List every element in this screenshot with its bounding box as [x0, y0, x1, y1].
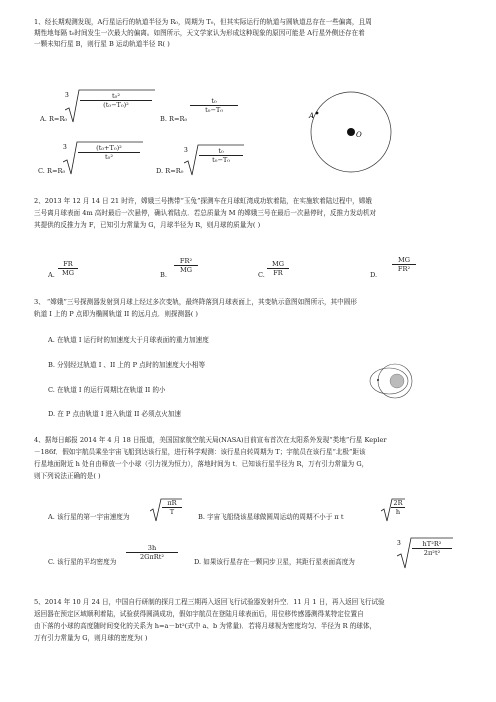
- q4-option-b-fraction: [391, 499, 405, 516]
- label-a: A: [309, 112, 315, 120]
- q4-option-b-label[interactable]: B. 宇宙飞船绕该星球做圆周运动的周期不小于 π t: [198, 513, 344, 521]
- q3-option-a[interactable]: A. 在轨道 I 运行时的加速度大于月球表面的重力加速度: [48, 336, 209, 344]
- q1-option-a-fraction: [80, 92, 152, 109]
- point-p: [377, 379, 379, 381]
- q5-line-2: 返回器在预定区域顺利着陆，试验获得圆满成功，假如宇航员在登陆月球表面后，用位移传感器测得某特定位置自: [34, 610, 364, 618]
- q1-option-d-denominator: t₀−T₀: [212, 156, 230, 164]
- q4-option-a-label[interactable]: A. 该行星的第一宇宙速度为: [48, 513, 130, 521]
- q3-orbit-figure: [355, 355, 425, 415]
- q1-orbit-figure: [305, 86, 405, 186]
- q1-option-c-fraction: [78, 144, 140, 161]
- q5-line-1: 5、2014 年 10 月 24 日，中国自行研制的探月工程三期再入返回飞行试验器发射升空．11 月 1 日，再入返回飞行试验: [34, 598, 385, 606]
- q2-line-2: 三号离月球表面 4m 高时最后一次悬停，确认着陆点．若总质量为 M 的嫦娥三号在最后一次悬停时，反推力发动机对: [34, 209, 377, 217]
- q2-option-c-denominator: FR: [273, 269, 283, 277]
- q2-option-c-label[interactable]: C.: [258, 271, 265, 279]
- q2-option-c-fraction: [267, 260, 289, 277]
- planet-a-dot: [316, 112, 319, 115]
- q2-option-a-fraction: [58, 260, 78, 277]
- q4-option-d-denominator: 2π²t²: [423, 549, 441, 557]
- q4-option-c-denominator: 2GπRt²: [139, 553, 165, 561]
- q1-line-1: 1、经长期观测发现，A行星运行的轨道半径为 R₀，周期为 T₀，但其实际运行的轨道与圆轨道总存在一些偏离，且周: [34, 18, 372, 26]
- q1-option-c-denominator: t₀²: [105, 153, 113, 161]
- q2-line-1: 2、2013 年 12 月 14 日 21 时许，嫦娥三号携带“玉兔”探测车在月球虹湾成功软着陆，在实施软着陆过程中，嫦娥: [34, 197, 372, 205]
- q4-option-a-numerator: πR: [162, 499, 182, 508]
- q5-line-3: 由下落的小球的高度随时间变化的关系为 h=a－bt²(式中 a、b 为常量)．若将月球视为密度均匀、半径为 R 的球体，: [34, 622, 377, 630]
- q1-option-b-numerator: t₀: [190, 97, 238, 106]
- label-o: O: [356, 131, 362, 139]
- q4-option-c-fraction: [126, 544, 178, 561]
- q2-option-b-numerator: FR²: [174, 257, 198, 266]
- q3-option-c[interactable]: C. 在轨道 I 的运行周期比在轨道 II 的小: [48, 386, 166, 394]
- q1-option-c-numerator: (t₀+T₀)²: [78, 144, 140, 153]
- q3-line-1: 3、 “嫦娥”三号探测器发射到月球上经过多次变轨，最终降落到月球表面上，其变轨示意图如图所示，其中圆形: [34, 298, 357, 306]
- q4-option-d-label[interactable]: D. 如果该行星存在一颗同步卫星，其距行星表面高度为: [194, 558, 355, 566]
- q3-option-b[interactable]: B. 分别经过轨道 I 、II 上的 P 点时的加速度大小相等: [48, 361, 206, 369]
- q1-line-3: 一颗未知行星 B，则行星 B 运动轨道半径 R( ): [34, 40, 170, 48]
- q2-option-b-denominator: MG: [179, 266, 193, 274]
- q2-option-b-fraction: [174, 257, 198, 274]
- q3-line-2: 轨道 I 上的 P 点即为椭圆轨道 II 的远月点．则探测器( ): [34, 310, 198, 318]
- q4-option-d-numerator: hT²R²: [412, 540, 452, 549]
- q2-option-a-numerator: FR: [58, 260, 78, 269]
- q4-option-d-fraction: [412, 540, 452, 557]
- q1-option-d-label[interactable]: D. R=R₀: [156, 167, 184, 175]
- q2-option-d-fraction: [392, 256, 416, 273]
- q4-option-c-numerator: 3h: [126, 544, 178, 553]
- q4-line-1: 4、据每日邮报 2014 年 4 月 18 日报道，美国国家航空航天局(NASA)目前宣布首次在太阳系外发现“类地”行星 Kepler: [34, 436, 387, 444]
- svg-text:3: 3: [397, 540, 401, 547]
- q2-line-3: 其提供的反推力为 F，已知引力常量为 G，月球半径为 R，则月球的质量为( ): [34, 221, 261, 229]
- central-star: [347, 128, 355, 136]
- q1-option-a-numerator: t₀²: [80, 92, 152, 101]
- q5-line-4: 万有引力常量为 G，则月球的密度为( ): [34, 634, 148, 642]
- q1-option-d-numerator: t₀: [199, 147, 243, 156]
- moon-body: [390, 374, 404, 388]
- q2-option-d-denominator: FR²: [397, 265, 411, 273]
- q2-option-d-numerator: MG: [392, 256, 416, 265]
- q1-option-a-label[interactable]: A. R=R₀: [40, 115, 68, 123]
- q4-option-a-denominator: T: [169, 508, 175, 516]
- q2-option-b-label[interactable]: B.: [160, 271, 167, 279]
- q4-option-b-denominator: h: [395, 508, 401, 516]
- q4-line-2: －186f．假如宇航员乘坐宇宙飞船到达该行星，进行科学观测：该行星自转周期为 T；宇航员在该行星“北极”距该: [34, 448, 366, 456]
- q1-option-c-label[interactable]: C. R=R₀: [38, 167, 66, 175]
- q4-option-a-fraction: [162, 499, 182, 516]
- q1-option-b-fraction: [190, 97, 238, 114]
- q2-option-c-numerator: MG: [267, 260, 289, 269]
- q4-line-3: 行星地面附近 h 处自由释放一个小球（引力视为恒力），落地时间为 t．已知该行星半径为 R，万有引力常量为 G，: [34, 460, 369, 468]
- svg-text:3: 3: [63, 144, 67, 151]
- q4-option-b-numerator: 2R: [391, 499, 405, 508]
- q2-option-a-label[interactable]: A.: [48, 271, 55, 279]
- q1-option-a-denominator: (t₀−T₀)²: [103, 101, 129, 109]
- q2-option-d-label[interactable]: D.: [370, 271, 378, 279]
- svg-text:3: 3: [184, 147, 188, 154]
- q1-option-b-denominator: t₀−T₀: [205, 106, 223, 114]
- svg-text:3: 3: [65, 92, 69, 99]
- q1-option-b-label[interactable]: B. R=R₀: [160, 115, 188, 123]
- q4-line-4: 则下列说法正确的是( ): [34, 472, 101, 480]
- q3-option-d[interactable]: D. 在 P 点由轨道 I 进入轨道 II 必须点火加速: [48, 410, 181, 418]
- q1-option-d-fraction: [199, 147, 243, 164]
- q1-line-2: 期性地每隔 t₀时间发生一次最大的偏离。如图所示，天文学家认为形成这种现象的原因可能是 A行星外侧还存在着: [34, 29, 365, 37]
- q2-option-a-denominator: MG: [61, 269, 75, 277]
- q4-option-c-label[interactable]: C. 该行星的平均密度为: [48, 558, 117, 566]
